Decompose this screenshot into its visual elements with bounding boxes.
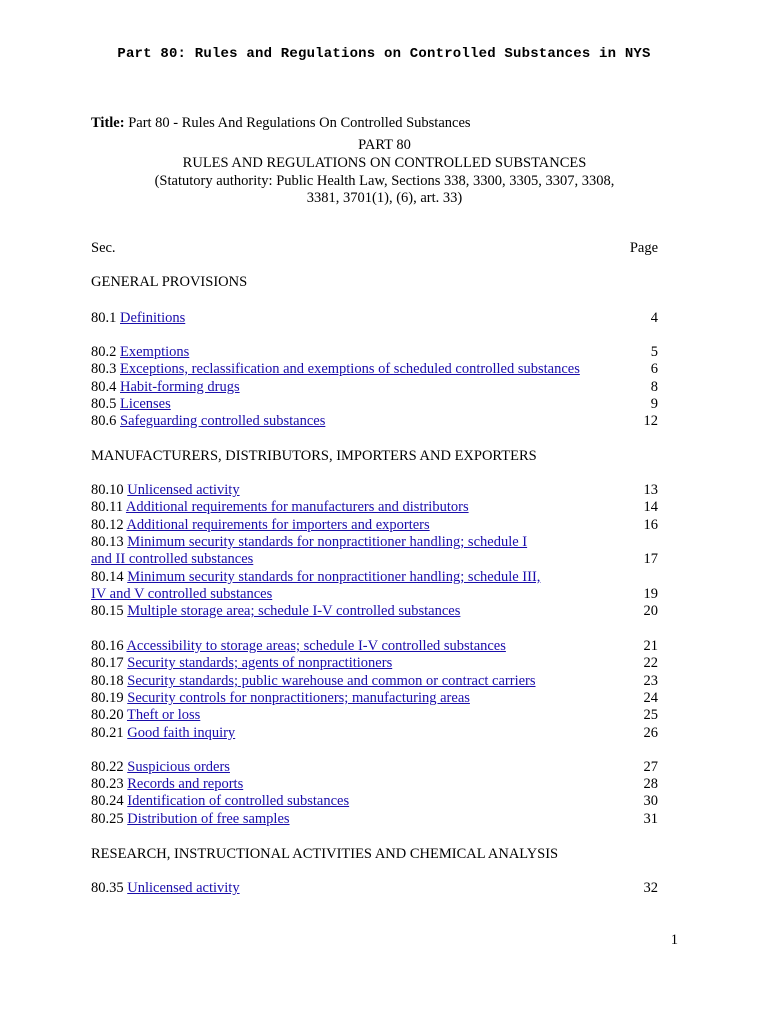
entry-page: 4 [650, 310, 658, 326]
entry-page: 14 [643, 499, 658, 515]
entry-number: 80.25 [91, 811, 124, 827]
entry-number: 80.22 [91, 759, 124, 775]
entry-link[interactable]: Security controls for nonpractitioners; manufacturing areas [127, 690, 470, 706]
entry-link-continuation[interactable]: and II controlled substances [91, 551, 254, 567]
entry-page: 13 [643, 482, 658, 498]
toc-entry [91, 361, 580, 378]
toc-entry [91, 379, 240, 396]
entry-page: 16 [643, 517, 658, 533]
toc-entry [91, 517, 430, 534]
entry-page: 25 [643, 707, 658, 723]
toc-entry [91, 759, 230, 776]
part-name: RULES AND REGULATIONS ON CONTROLLED SUBSTANCES [182, 155, 587, 171]
entry-page: 20 [643, 603, 658, 619]
toc-entry [91, 499, 469, 516]
toc-entry [91, 880, 240, 897]
entry-number: 80.15 [91, 603, 124, 619]
entry-page: 8 [650, 379, 658, 395]
entry-link[interactable]: Unlicensed activity [127, 880, 240, 896]
toc-entry [91, 482, 240, 499]
entry-page: 19 [643, 586, 658, 602]
entry-link[interactable]: Records and reports [127, 776, 244, 792]
toc-entry-continuation [91, 551, 253, 568]
entry-number: 80.13 [91, 534, 124, 550]
entry-page: 9 [650, 396, 658, 412]
entry-page: 22 [643, 655, 658, 671]
toc-entry [91, 811, 290, 828]
entry-link[interactable]: Suspicious orders [127, 759, 230, 775]
entry-number: 80.18 [91, 673, 124, 689]
toc-entry [91, 776, 243, 793]
entry-page: 12 [643, 413, 658, 429]
toc-entry [91, 725, 235, 742]
entry-link[interactable]: Additional requirements for importers and exporters [126, 517, 430, 533]
toc-entry [91, 569, 540, 586]
entry-number: 80.35 [91, 880, 124, 896]
toc-entry [91, 344, 189, 361]
entry-page: 30 [643, 793, 658, 809]
entry-link[interactable]: Definitions [120, 310, 186, 326]
entry-page: 5 [650, 344, 658, 360]
entry-page: 28 [643, 776, 658, 792]
running-header: Part 80: Rules and Regulations on Controlled Substances in NYS [117, 46, 651, 62]
entry-number: 80.20 [91, 707, 124, 723]
toc-entry [91, 310, 185, 327]
entry-link[interactable]: Multiple storage area; schedule I-V controlled substances [127, 603, 461, 619]
entry-number: 80.24 [91, 793, 124, 809]
entry-page: 27 [643, 759, 658, 775]
entry-link[interactable]: Security standards; agents of nonpractitioners [127, 655, 393, 671]
entry-number: 80.11 [91, 499, 124, 515]
entry-link[interactable]: Licenses [120, 396, 171, 412]
entry-number: 80.10 [91, 482, 124, 498]
toc-entry [91, 707, 200, 724]
entry-number: 80.19 [91, 690, 124, 706]
entry-page: 24 [643, 690, 658, 706]
entry-number: 80.17 [91, 655, 124, 671]
part-number: PART 80 [358, 137, 411, 153]
entry-page: 31 [643, 811, 658, 827]
entry-link[interactable]: Good faith inquiry [127, 725, 236, 741]
section-heading-manufacturers: MANUFACTURERS, DISTRIBUTORS, IMPORTERS AND EXPORTERS [91, 448, 537, 464]
entry-link[interactable]: Additional requirements for manufacturers and distributors [125, 499, 469, 515]
toc-entry [91, 793, 349, 810]
entry-number: 80.12 [91, 517, 124, 533]
entry-page: 6 [650, 361, 658, 377]
entry-number: 80.6 [91, 413, 117, 429]
entry-page: 17 [643, 551, 658, 567]
entry-link[interactable]: Security standards; public warehouse and common or contract carriers [127, 673, 536, 689]
toc-entry [91, 638, 506, 655]
toc-entry [91, 413, 325, 430]
toc-entry [91, 673, 536, 690]
statutory-authority-line2: 3381, 3701(1), (6), art. 33) [306, 190, 463, 206]
title-text: Part 80 - Rules And Regulations On Controlled Substances [128, 115, 471, 131]
entry-link[interactable]: Minimum security standards for nonpractitioner handling; schedule III, [127, 569, 541, 585]
entry-number: 80.2 [91, 344, 117, 360]
entry-number: 80.21 [91, 725, 124, 741]
entry-number: 80.5 [91, 396, 117, 412]
entry-link[interactable]: Theft or loss [127, 707, 201, 723]
entry-page: 23 [643, 673, 658, 689]
toc-entry [91, 655, 392, 672]
toc-page-header: Page [629, 240, 658, 256]
title-line [91, 115, 471, 132]
toc-entry [91, 534, 527, 551]
toc-sec-header: Sec. [91, 240, 116, 256]
entry-link[interactable]: Accessibility to storage areas; schedule I-V controlled substances [126, 638, 506, 654]
entry-page: 32 [643, 880, 658, 896]
entry-link[interactable]: Unlicensed activity [127, 482, 240, 498]
entry-number: 80.3 [91, 361, 117, 377]
section-heading-research: RESEARCH, INSTRUCTIONAL ACTIVITIES AND CHEMICAL ANALYSIS [91, 846, 559, 862]
entry-link[interactable]: Safeguarding controlled substances [120, 413, 326, 429]
entry-link[interactable]: Exceptions, reclassification and exemptions of scheduled controlled substances [120, 361, 580, 377]
entry-number: 80.4 [91, 379, 117, 395]
entry-link[interactable]: Identification of controlled substances [127, 793, 350, 809]
toc-entry [91, 396, 171, 413]
statutory-authority-line1: (Statutory authority: Public Health Law, Sections 338, 3300, 3305, 3307, 3308, [154, 173, 615, 189]
entry-link[interactable]: Minimum security standards for nonpractitioner handling; schedule I [127, 534, 528, 550]
entry-link[interactable]: Habit-forming drugs [120, 379, 240, 395]
entry-page: 21 [643, 638, 658, 654]
entry-page: 26 [643, 725, 658, 741]
entry-number: 80.14 [91, 569, 124, 585]
entry-link[interactable]: Distribution of free samples [127, 811, 290, 827]
entry-number: 80.23 [91, 776, 124, 792]
entry-number: 80.1 [91, 310, 117, 326]
section-heading-general: GENERAL PROVISIONS [91, 274, 248, 290]
title-label: Title: [91, 115, 125, 131]
toc-entry [91, 690, 470, 707]
entry-link[interactable]: Exemptions [120, 344, 190, 360]
toc-entry [91, 603, 460, 620]
toc-entry-continuation [91, 586, 272, 603]
entry-link-continuation[interactable]: IV and V controlled substances [91, 586, 273, 602]
page-number: 1 [670, 932, 678, 948]
entry-number: 80.16 [91, 638, 124, 654]
